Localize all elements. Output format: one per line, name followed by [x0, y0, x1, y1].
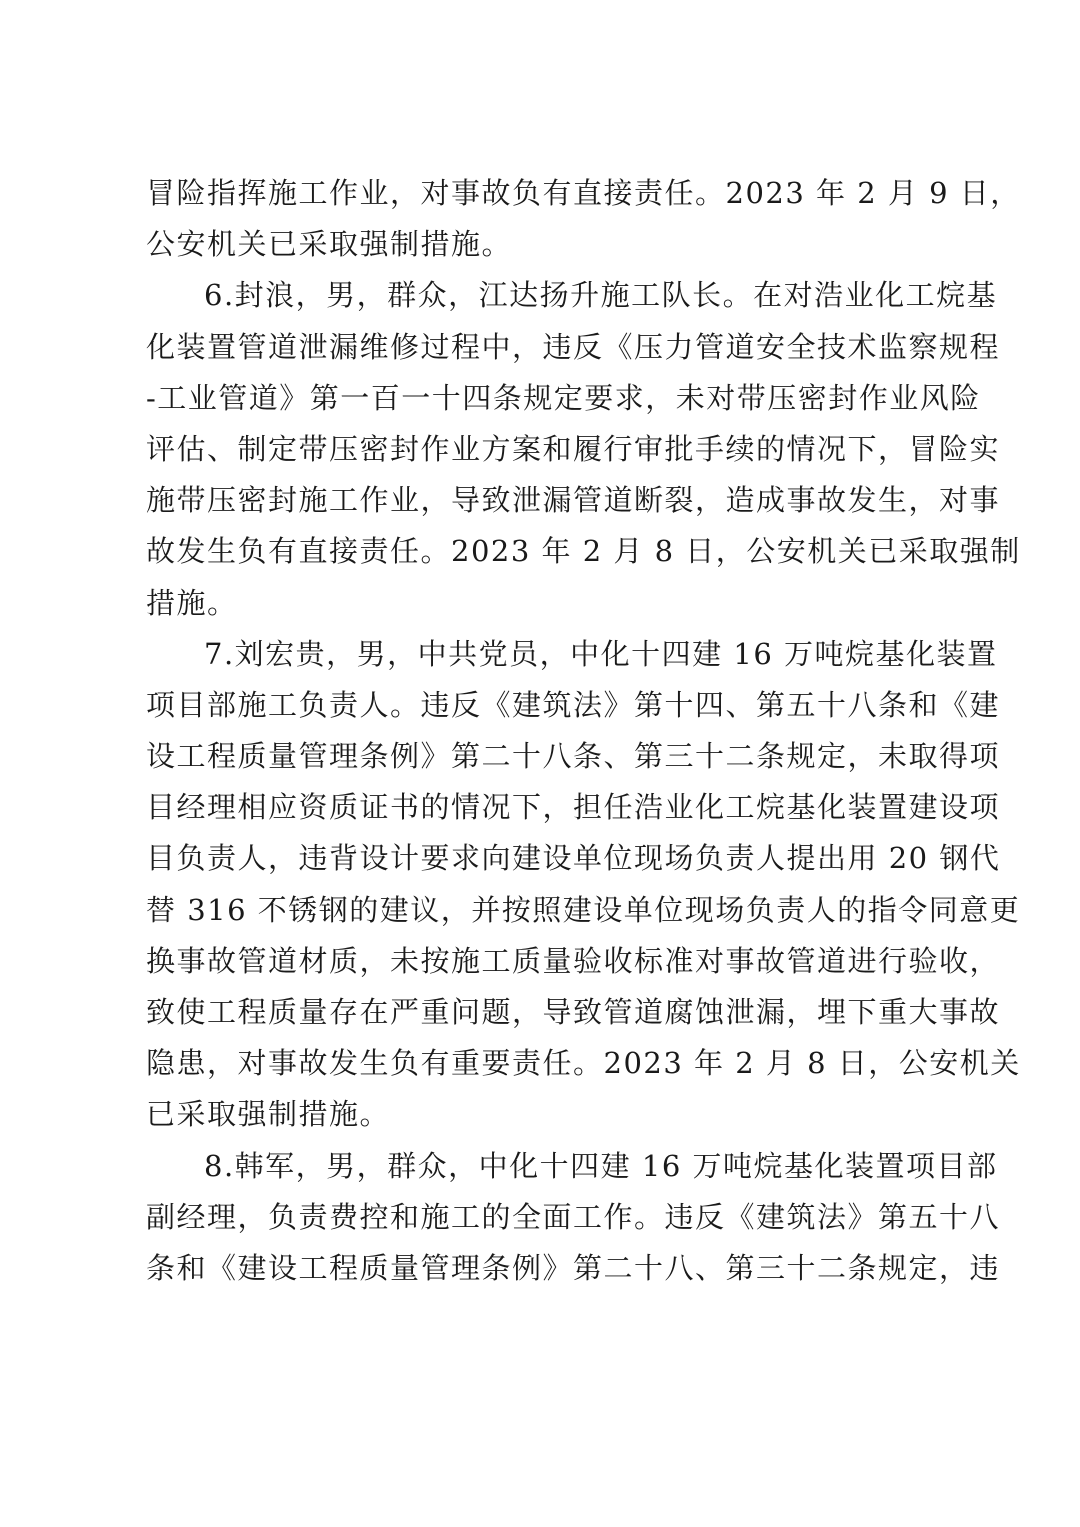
text-line: 冒险指挥施工作业，对事故负有直接责任。2023 年 2 月 9 日， — [146, 176, 1021, 210]
text-line: 措施。 — [146, 585, 238, 620]
text-line: 目经理相应资质证书的情况下，担任浩业化工烷基化装置建设项 — [146, 790, 1001, 825]
text-line: 替 316 不锈钢的建议，并按照建设单位现场负责人的指令同意更 — [146, 892, 1021, 927]
document-body — [146, 168, 1021, 1294]
text-line: 项目部施工负责人。违反《建筑法》第十四、第五十八条和《建 — [146, 687, 1001, 722]
text-line: 设工程质量管理条例》第二十八条、第三十二条规定，未取得项 — [146, 739, 1001, 774]
paragraph-start-line: 7.刘宏贵，男，中共党员，中化十四建 16 万吨烷基化装置 — [204, 636, 998, 671]
text-line: 化装置管道泄漏维修过程中，违反《压力管道安全技术监察规程 — [146, 329, 1001, 364]
text-line: 隐患，对事故发生负有重要责任。2023 年 2 月 8 日，公安机关 — [146, 1046, 1021, 1081]
paragraph-start-line: 6.封浪，男，群众，江达扬升施工队长。在对浩业化工烷基 — [204, 278, 998, 313]
text-line: 副经理，负责费控和施工的全面工作。违反《建筑法》第五十八 — [146, 1199, 1001, 1234]
text-line: 评估、制定带压密封作业方案和履行审批手续的情况下，冒险实 — [146, 431, 1001, 466]
paragraph-start-line: 8.韩军，男，群众，中化十四建 16 万吨烷基化装置项目部 — [204, 1148, 998, 1183]
text-line: 公安机关已采取强制措施。 — [146, 227, 513, 262]
text-line: 已采取强制措施。 — [146, 1097, 391, 1132]
text-line: 施带压密封施工作业，导致泄漏管道断裂，造成事故发生，对事 — [146, 483, 1001, 518]
text-line: 故发生负有直接责任。2023 年 2 月 8 日，公安机关已采取强制 — [146, 534, 1021, 569]
text-line: 目负责人，违背设计要求向建设单位现场负责人提出用 20 钢代 — [146, 841, 1001, 876]
text-line: 换事故管道材质，未按施工质量验收标准对事故管道进行验收， — [146, 943, 1001, 978]
text-line: -工业管道》第一百一十四条规定要求，未对带压密封作业风险 — [146, 380, 981, 415]
text-line: 致使工程质量存在严重问题，导致管道腐蚀泄漏，埋下重大事故 — [146, 995, 1001, 1029]
text-line: 条和《建设工程质量管理条例》第二十八、第三十二条规定，违 — [146, 1250, 1001, 1285]
